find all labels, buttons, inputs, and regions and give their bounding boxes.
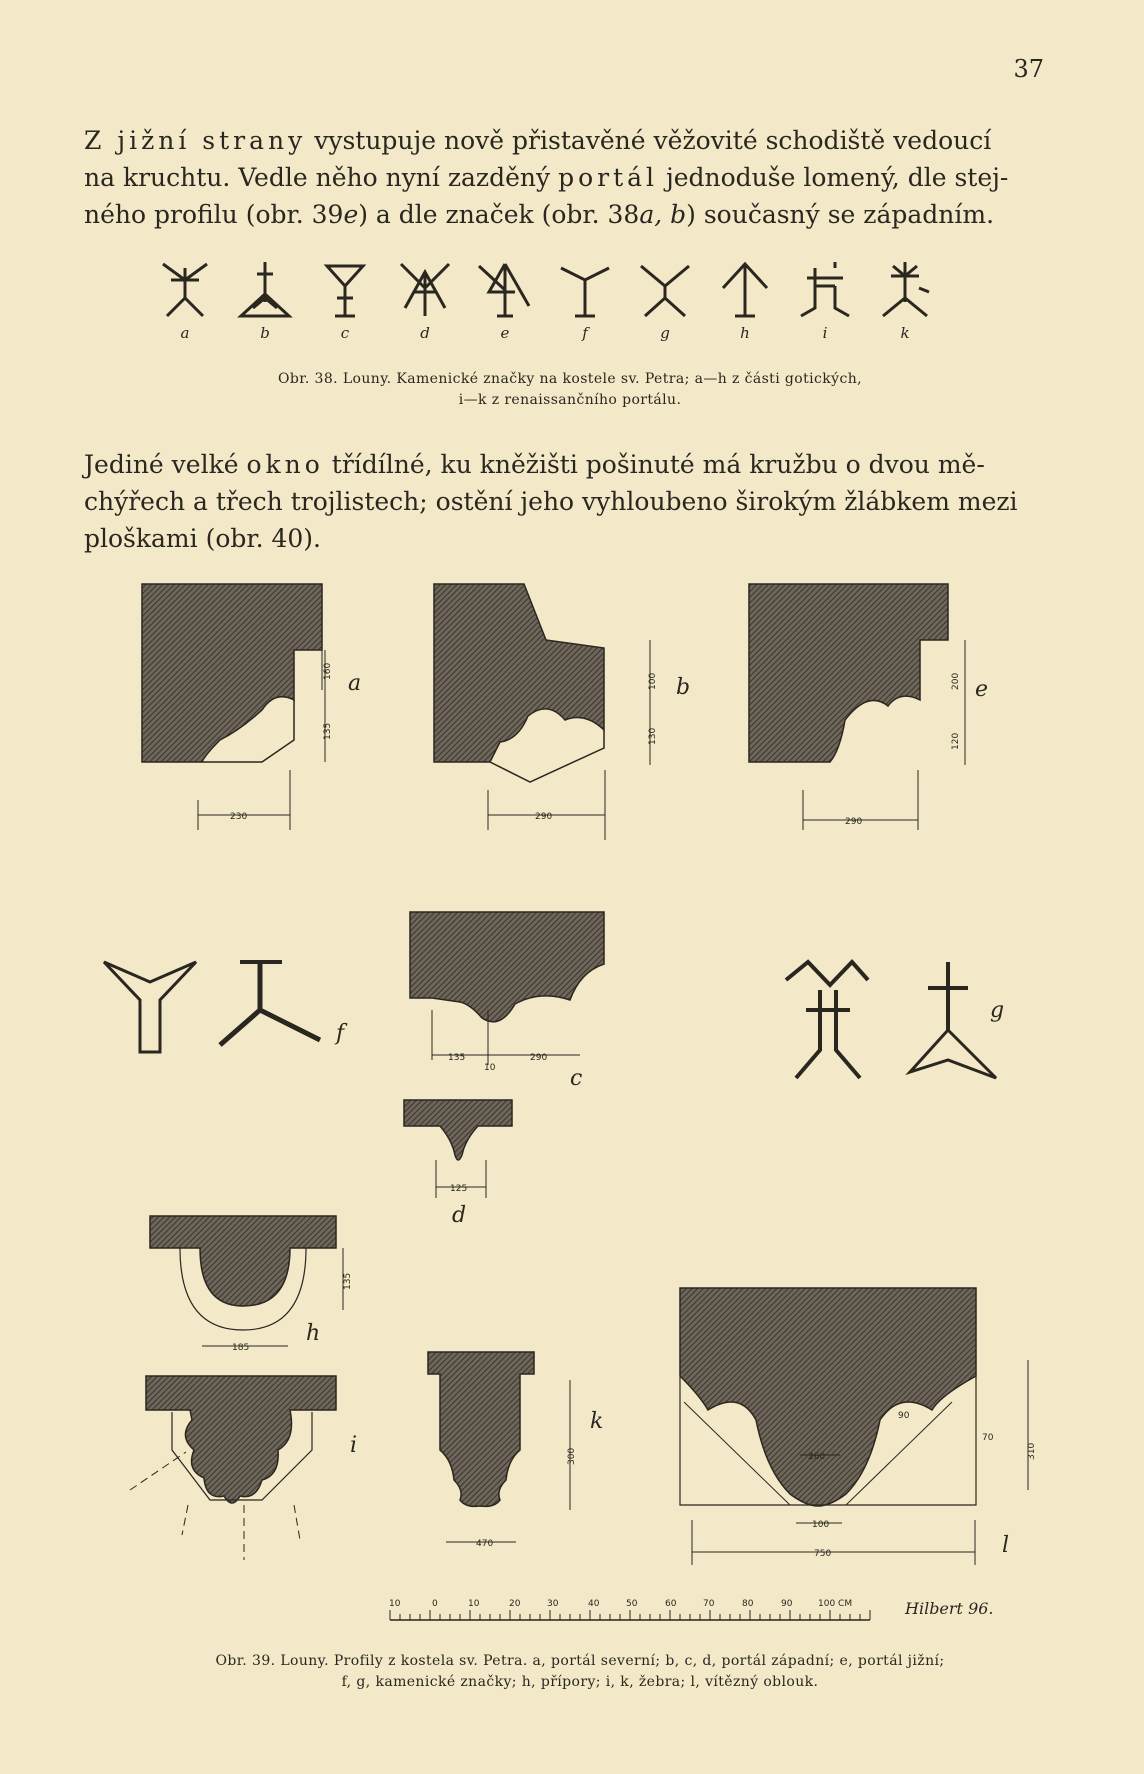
dim-b-v: 130 xyxy=(648,727,658,745)
label-l: l xyxy=(1002,1533,1010,1558)
scale-label: 80 xyxy=(742,1599,754,1609)
label-e: e xyxy=(975,677,989,702)
scale-bar xyxy=(389,1599,870,1620)
scale-label: 10 xyxy=(389,1599,401,1609)
mark-letter: f xyxy=(582,324,588,342)
caption-line: Obr. 39. Louny. Profily z kostela sv. Petra. a, portál severní; b, c, d, portál západní; e, portál jižní; xyxy=(215,1653,945,1669)
mark-letter: k xyxy=(900,324,910,342)
mason-mark xyxy=(230,258,300,342)
dim-l-c: 260 xyxy=(808,1452,826,1462)
text: chýřech a třech trojlistech; ostění jeho vyhloubeno širokým žlábkem mezi xyxy=(84,487,1018,516)
scale-label: 100 CM xyxy=(818,1599,853,1609)
paragraph-2 xyxy=(84,446,1044,557)
mark-letter: g xyxy=(660,324,670,342)
spaced-text: portál xyxy=(558,163,659,192)
mason-mark xyxy=(470,258,540,342)
label-i: i xyxy=(350,1433,358,1458)
paragraph-1 xyxy=(84,122,1044,233)
text: vystupuje nově přistavěné věžovité schodiště vedoucí xyxy=(306,126,992,155)
profile-c xyxy=(410,912,604,1091)
mason-mark-k-icon xyxy=(875,258,935,320)
dim-e-v: 120 xyxy=(951,732,961,750)
mason-mark xyxy=(790,258,860,342)
profile-b xyxy=(434,584,690,840)
text: ) a dle značek (obr. 38 xyxy=(358,200,640,229)
mason-mark xyxy=(710,258,780,342)
dim-d-w: 125 xyxy=(450,1184,468,1194)
dim-c-b: 10 xyxy=(484,1063,496,1073)
mason-mark xyxy=(390,258,460,342)
dim-e-h: 200 xyxy=(951,672,961,690)
mason-marks-figure xyxy=(150,258,990,362)
dim-l-a: 100 xyxy=(812,1520,830,1530)
caption-line: Obr. 38. Louny. Kamenické značky na kostele sv. Petra; a—h z části gotických, xyxy=(278,371,862,387)
profile-l xyxy=(680,1288,1037,1565)
mason-mark-b-icon xyxy=(235,258,295,320)
label-a: a xyxy=(348,671,362,696)
scale-label: 0 xyxy=(432,1599,438,1609)
mason-mark xyxy=(870,258,940,342)
dim-l-s: 70 xyxy=(982,1433,994,1443)
mason-mark xyxy=(150,258,220,342)
label-g: g xyxy=(990,998,1005,1023)
caption-figure-39 xyxy=(110,1651,1050,1693)
profile-h xyxy=(150,1216,353,1353)
page-number: 37 xyxy=(1013,55,1044,83)
mason-mark-c-icon xyxy=(315,258,375,320)
dim-a-h: 160 xyxy=(323,662,333,680)
label-h: h xyxy=(306,1321,321,1346)
label-k: k xyxy=(590,1409,604,1434)
caption-figure-38 xyxy=(150,369,990,411)
scale-label: 30 xyxy=(547,1599,559,1609)
dim-h-h: 135 xyxy=(343,1272,353,1290)
caption-line: f, g, kamenické značky; h, přípory; i, k, žebra; l, vítězný oblouk. xyxy=(341,1674,819,1690)
profile-d xyxy=(404,1100,512,1228)
text: ) současný se západním. xyxy=(686,200,995,229)
text: ploškami (obr. 40). xyxy=(84,524,321,553)
dim-l-r: 90 xyxy=(898,1411,910,1421)
dim-k-w: 470 xyxy=(476,1539,494,1549)
scale-label: 10 xyxy=(468,1599,480,1609)
label-d: d xyxy=(452,1203,467,1228)
profile-k xyxy=(428,1352,603,1549)
scale-label: 60 xyxy=(665,1599,677,1609)
mason-mark xyxy=(310,258,380,342)
scale-label: 20 xyxy=(509,1599,521,1609)
mason-mark-h-icon xyxy=(715,258,775,320)
mark-letter: d xyxy=(420,324,430,342)
mason-marks-f xyxy=(104,960,348,1052)
italic-text: a, b xyxy=(639,200,687,229)
label-f: f xyxy=(336,1021,345,1046)
mason-mark-i-icon xyxy=(795,258,855,320)
mason-mark-d-icon xyxy=(395,258,455,320)
mason-mark-a-icon xyxy=(155,258,215,320)
mason-mark xyxy=(550,258,620,342)
dim-l-w: 750 xyxy=(814,1549,832,1559)
text: třídílné, ku kněžišti pošinuté má kružbu o dvou mě- xyxy=(323,450,985,479)
mark-letter: c xyxy=(340,324,350,342)
profile-a xyxy=(142,584,361,830)
dim-c-a: 135 xyxy=(448,1053,466,1063)
profile-e xyxy=(749,584,988,830)
caption-line: i—k z renaissančního portálu. xyxy=(458,392,682,408)
dim-k-h: 300 xyxy=(567,1447,577,1465)
text: jednoduše lomený, dle stej- xyxy=(658,163,1009,192)
scale-label: 90 xyxy=(781,1599,793,1609)
text: na kruchtu. Vedle něho nyní zazděný xyxy=(84,163,559,192)
mark-letter: h xyxy=(740,324,750,342)
figure-39-profiles xyxy=(0,570,1144,1665)
scale-label: 40 xyxy=(588,1599,600,1609)
dim-a-v: 135 xyxy=(323,722,333,740)
mark-letter: b xyxy=(260,324,270,342)
signature: Hilbert 96. xyxy=(905,1599,994,1618)
dim-c-c: 290 xyxy=(530,1053,548,1063)
mason-mark-g-icon xyxy=(635,258,695,320)
italic-text: e xyxy=(343,200,359,229)
text: Jediné velké xyxy=(84,450,247,479)
mason-mark-e-icon xyxy=(475,258,535,320)
scale-label: 50 xyxy=(626,1599,638,1609)
dim-l-h: 310 xyxy=(1027,1442,1037,1460)
spaced-text: Z jižní strany xyxy=(84,126,307,155)
spaced-text: okno xyxy=(246,450,324,479)
mark-letter: e xyxy=(500,324,510,342)
dim-b-w: 290 xyxy=(535,812,553,822)
mason-mark xyxy=(630,258,700,342)
scale-label: 70 xyxy=(703,1599,715,1609)
profile-i xyxy=(130,1376,357,1560)
label-c: c xyxy=(570,1066,583,1091)
dim-a-w: 230 xyxy=(230,812,248,822)
mark-letter: i xyxy=(822,324,828,342)
mason-mark-f-icon xyxy=(555,258,615,320)
mason-marks-g xyxy=(786,962,1004,1078)
text: ného profilu (obr. 39 xyxy=(84,200,344,229)
dim-b-h: 100 xyxy=(648,672,658,690)
label-b: b xyxy=(676,675,691,700)
dim-h-w: 185 xyxy=(232,1343,250,1353)
dim-e-w: 290 xyxy=(845,817,863,827)
mark-letter: a xyxy=(180,324,190,342)
